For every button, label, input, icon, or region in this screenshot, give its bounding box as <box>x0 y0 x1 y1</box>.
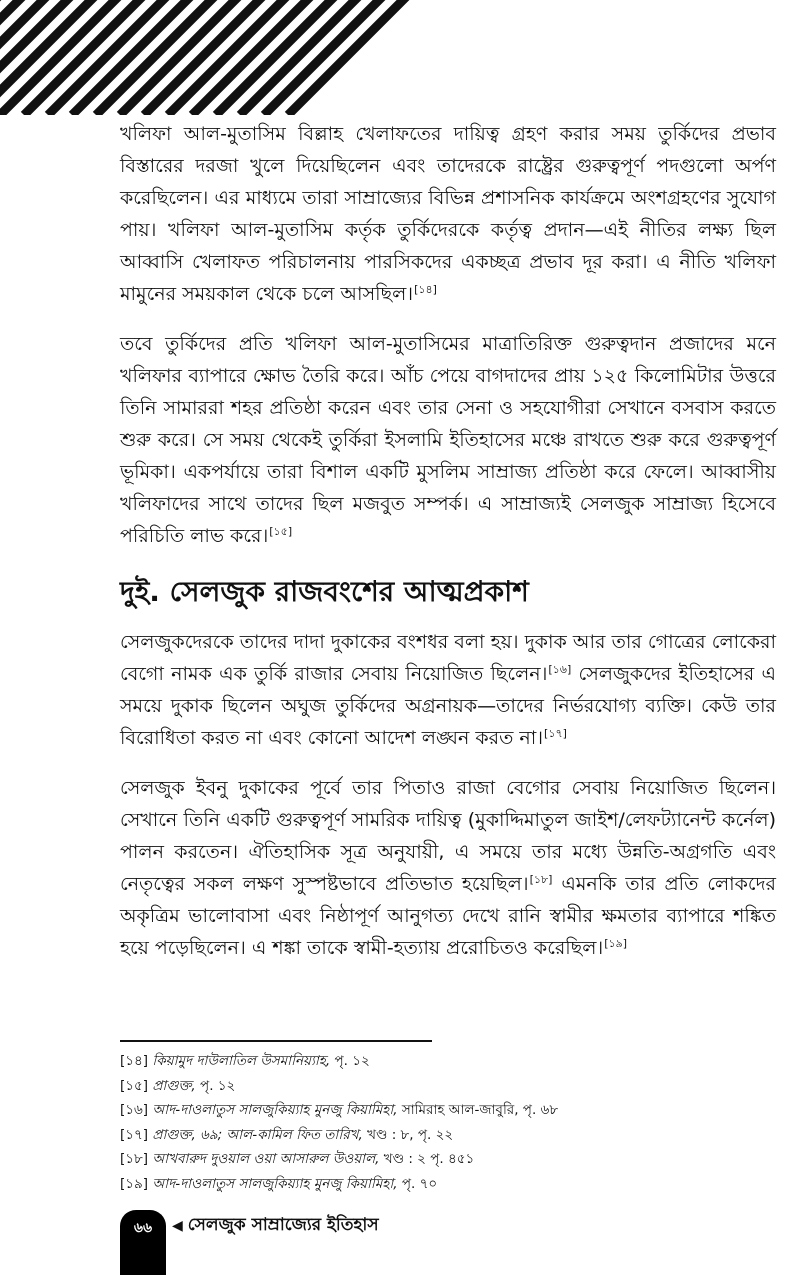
diagonal-stripes-decoration <box>0 0 420 115</box>
paragraph-4 <box>120 772 776 964</box>
paragraph-text: তবে তুর্কিদের প্রতি খলিফা আল-মুতাসিমের মাত্রাতিরিক্ত গুরুত্বদান প্রজাদের মনে খলিফার ব্যাপারে ক্ষোভ তৈরি করে। আঁচ পেয়ে বাগদাদের প্রায় ১২৫ কিলোমিটার উত্তরে তিনি সামাররা শহর প্রতিষ্ঠা করেন এবং তার সেনা ও সহযোগীরা সেখানে বসবাস করতে শুরু করে। সে সময় থেকেই তুর্কিরা ইসলামি ইতিহাসের মঞ্চে রাখতে শুরু করে গুরুত্বপূর্ণ ভূমিকা। একপর্যায়ে তারা বিশাল একটি মুসলিম সাম্রাজ্য প্রতিষ্ঠা করে ফেলে। আব্বাসীয় খলিফাদের সাথে তাদের ছিল মজবুত সম্পর্ক। এ সাম্রাজ্যই সেলজুক সাম্রাজ্য হিসেবে পরিচিতি লাভ করে। <box>120 333 776 547</box>
footnote-item <box>120 1049 770 1074</box>
footnote-detail: পৃ. ১২ <box>195 1077 236 1094</box>
page-number-tab <box>120 1210 166 1275</box>
footnote-ref[interactable]: [১৮] <box>529 872 553 886</box>
footnote-number: [১৬] <box>120 1102 149 1118</box>
footnote-ref[interactable]: [১৫] <box>269 524 293 538</box>
paragraph-text: সেলজুক ইবনু দুকাকের পূর্বে তার পিতাও রাজা বেগোর সেবায় নিয়োজিত ছিলেন। সেখানে তিনি একটি গুরুত্বপূর্ণ সামরিক দায়িত্ব (মুকাদ্দিমাতুল জাইশ/লেফট্যানেন্ট কর্নেল) পালন করতেন। ঐতিহাসিক সূত্র অনুযায়ী, এ সময়ে তার মধ্যে উন্নতি-অগ্রগতি এবং নেতৃত্বের সকল লক্ষণ সুস্পষ্টভাবে প্রতিভাত হয়েছিল। <box>120 777 776 895</box>
footnote-ref[interactable]: [১৭] <box>544 726 567 740</box>
section-heading: দুই. সেলজুক রাজবংশের আত্মপ্রকাশ <box>120 575 529 608</box>
paragraph-3 <box>120 626 776 754</box>
paragraph-text: সেলজুকদের ইতিহাসের এ সময়ে দুকাক ছিলেন অঘুজ তুর্কিদের অগ্রনায়ক—তাদের নির্ভরযোগ্য ব্যক্তি। কেউ তার বিরোধিতা করত না এবং কোনো আদেশ লঙ্ঘন করত না। <box>120 663 776 749</box>
paragraph-text: সেলজুকদেরকে তাদের দাদা দুকাকের বংশধর বলা হয়। দুকাক আর তার গোত্রের লোকেরা বেগো নামক এক তুর্কি রাজার সেবায় নিয়োজিত ছিলেন। <box>120 631 776 685</box>
paragraph-text: এমনকি তার প্রতি লোকদের অকৃত্রিম ভালোবাসা এবং নিষ্ঠাপূর্ণ আনুগত্য দেখে রানি স্বামীর ক্ষমতার ব্যাপারে শঙ্কিত হয়ে পড়েছিলেন। এ শঙ্কা তাকে স্বামী-হত্যায় প্ররোচিতও করেছিল। <box>120 873 776 959</box>
left-triangle-icon: ◀ <box>172 1218 183 1234</box>
footnote-detail: পৃ. ৭০ <box>397 1175 438 1192</box>
footnote-ref[interactable]: [১৯] <box>604 936 628 950</box>
footnote-item <box>120 1147 770 1172</box>
footnote-source: আদ-দাওলাতুস সালজুকিয়্যাহ মুনজু কিয়ামিহা, <box>152 1175 398 1192</box>
footnote-item <box>120 1123 770 1148</box>
footnote-ref[interactable]: [১৬] <box>548 662 572 676</box>
footnote-item <box>120 1074 770 1099</box>
footnote-item <box>120 1172 770 1197</box>
footnote-number: [১৯] <box>120 1175 149 1192</box>
footnote-detail: খণ্ড : ৮, পৃ. ২২ <box>362 1126 454 1143</box>
footnote-source: কিয়ামুদ দাউলাতিল উসমানিয়্যাহ, <box>152 1053 331 1069</box>
footnote-source: আখবারুদ দুওয়াল ওয়া আসারুল উওয়াল, <box>152 1151 380 1167</box>
footnote-number: [১৫] <box>120 1077 149 1094</box>
paragraph-text: খলিফা আল-মুতাসিম বিল্লাহ খেলাফতের দায়িত্ব গ্রহণ করার সময় তুর্কিদের প্রভাব বিস্তারের দরজা খুলে দিয়েছিলেন এবং তাদেরকে রাষ্ট্রের গুরুত্বপূর্ণ পদগুলো অর্পণ করেছিলেন। এর মাধ্যমে তারা সাম্রাজ্যের বিভিন্ন প্রশাসনিক কার্যক্রমে অংশগ্রহণের সুযোগ পায়। খলিফা আল-মুতাসিম কর্তৃক তুর্কিদেরকে কর্তৃত্ব প্রদান—এই নীতির লক্ষ্য ছিল আব্বাসি খেলাফত পরিচালনায় পারসিকদের একচ্ছত্র প্রভাব দূর করা। এ নীতি খলিফা মামুনের সময়কাল থেকে চলে আসছিল। <box>120 123 776 305</box>
footnote-source: প্রাগুক্ত, <box>152 1077 196 1094</box>
footnotes-list <box>120 1049 770 1196</box>
footnote-source: প্রাগুক্ত, ৬৯; আল-কামিল ফিত তারিখ, <box>152 1126 363 1143</box>
paragraph-2 <box>120 328 776 552</box>
footnote-item <box>120 1098 770 1123</box>
footnote-number: [১৮] <box>120 1151 149 1167</box>
footnote-detail: পৃ. ১২ <box>330 1053 370 1069</box>
footnote-source: আদ-দাওলাতুস সালজুকিয়্যাহ মুনজু কিয়ামিহা, <box>152 1102 398 1118</box>
page-number: ৬৬ <box>133 1220 153 1236</box>
footnote-detail: সামিরাহ আল-জাবুরি, পৃ. ৬৮ <box>397 1102 559 1118</box>
footnote-number: [১৭] <box>120 1126 149 1143</box>
footnote-detail: খণ্ড : ২ পৃ. ৪৫১ <box>379 1151 475 1167</box>
main-text <box>120 118 776 982</box>
paragraph-1 <box>120 118 776 310</box>
footnote-divider <box>120 1040 432 1042</box>
footnote-ref[interactable]: [১৪] <box>414 282 437 296</box>
footnote-number: [১৪] <box>120 1053 149 1069</box>
book-title: সেলজুক সাম্রাজ্যের ইতিহাস <box>187 1215 379 1235</box>
running-title <box>172 1212 379 1240</box>
